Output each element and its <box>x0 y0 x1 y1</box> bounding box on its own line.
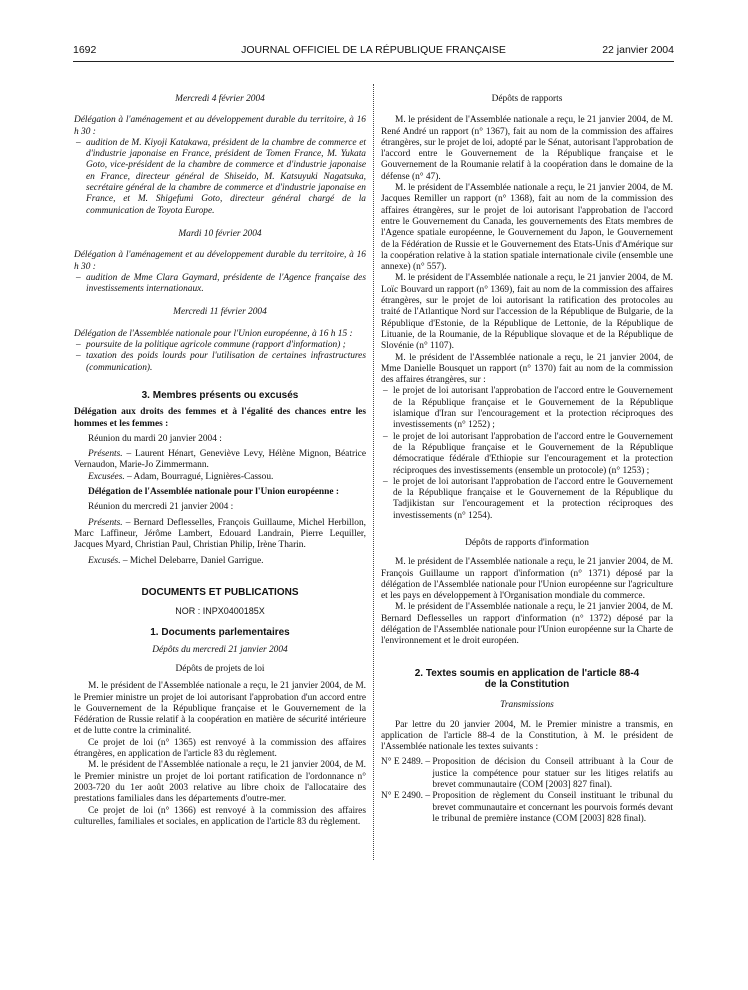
list-item: – le projet de loi autorisant l'approbation de l'accord entre le Gouvernement de la République française et le Gouvernement de la République du Tadjikistan sur l'encouragement et la protection réciproques des investissements (n° 1254). <box>381 477 673 522</box>
section-title: DOCUMENTS ET PUBLICATIONS <box>141 586 299 598</box>
e-description: Proposition de règlement du Conseil instituant le tribunal du brevet communautaire et concernant les pourvois formés devant le tribunal de première instance (COM [2003] 828 final). <box>432 791 673 824</box>
agenda-list <box>74 273 366 296</box>
list-item <box>381 757 673 791</box>
list-item: – poursuite de la politique agricole commune (rapport d'information) ; <box>74 340 366 351</box>
right-column <box>381 94 673 825</box>
subsection-title: Dépôts de rapports d'information <box>465 537 589 548</box>
list-item: – le projet de loi autorisant l'approbation de l'accord entre le Gouvernement de la République française et le Gouvernement de la République démocratique fédérale d'Ethiopie sur l'encouragement et la protection réciproques des investissements (ensemble un protocole) (n° 1253) ; <box>381 432 673 477</box>
delegation-heading: Délégation à l'aménagement et au développement durable du territoire, à 16 h 30 : <box>74 250 366 272</box>
e-text-list <box>381 757 673 825</box>
agenda-date: Mercredi 11 février 2004 <box>173 307 267 318</box>
attendees-present <box>74 518 366 552</box>
left-column <box>74 94 366 828</box>
section-title-line2: de la Constitution <box>484 678 570 690</box>
paragraph: M. le président de l'Assemblée nationale a reçu, le 21 janvier 2004, de Mme Danielle Bousquet un rapport (n° 1370) fait au nom de la commission des affaires étrangères, sur : <box>381 352 673 386</box>
meeting-date: Réunion du mercredi 21 janvier 2004 : <box>88 502 234 513</box>
paragraph: M. le président de l'Assemblée nationale a reçu, le 21 janvier 2004, de M. Loïc Bouvard un rapport (n° 1369), fait au nom de la commission des affaires étrangères, sur le projet de loi autorisant la ratification des protocoles au traité de l'Atlantique Nord sur l'accession de la République de Bulgarie, de la République d'Estonie, de la République de Lettonie, de la République de Lituanie, de la Roumanie, de la République slovaque et de la République de Slovénie (n° 1107). <box>381 273 673 352</box>
report-list <box>381 386 673 522</box>
e-number: N° E 2489. – <box>381 757 433 768</box>
agenda-date: Mercredi 4 février 2004 <box>175 94 265 104</box>
meeting-date: Réunion du mardi 20 janvier 2004 : <box>88 433 222 444</box>
list-item <box>381 791 673 825</box>
list-item: – audition de Mme Clara Gaymard, présidente de l'Agence française des investissements internationaux. <box>74 273 366 296</box>
attendees-excused <box>74 556 366 567</box>
present-label: Présents. <box>88 517 123 528</box>
e-number: N° E 2490. – <box>381 791 433 802</box>
excused-names: – Adam, Bourragué, Lignières-Cassou. <box>124 471 274 482</box>
journal-title: JOURNAL OFFICIEL DE LA RÉPUBLIQUE FRANÇAISE <box>241 44 506 56</box>
list-item: – taxation des poids lourds pour l'utilisation de certaines infrastructures (communication). <box>74 351 366 374</box>
nor-reference: NOR : INPX0400185X <box>175 606 265 617</box>
paragraph: M. le président de l'Assemblée nationale a reçu, le 21 janvier 2004, de M. Bernard Deflesselles un rapport d'information (n° 1372) déposé par la délégation de l'Assemblée nationale pour l'Union européenne sur la Charte de l'environnement et le droit européen. <box>381 602 673 647</box>
page-number: 1692 <box>73 44 97 56</box>
column-divider <box>373 84 374 860</box>
excused-names: – Michel Delebarre, Daniel Garrigue. <box>120 555 264 566</box>
list-item: – audition de M. Kiyoji Katakawa, président de la chambre de commerce et d'industrie japonaise en France, président de Tomen France, M. Yukata Goto, vice-président de la chambre de commerce et d'industrie japonaise en France, directeur général de Shiseido, M. Katsuyuki Nagatsuka, secrétaire général de la chambre de commerce et d'industrie japonaise en France, et M. Shigefumi Goto, directeur général chargé de la communication de Toyota Europe. <box>74 138 366 217</box>
agenda-date: Mardi 10 février 2004 <box>178 228 262 239</box>
paragraph: M. le président de l'Assemblée nationale a reçu, le 21 janvier 2004, de M. le Premier ministre un projet de loi portant ratification de l'ordonnance n° 2003-720 du 1er août 2003 relative au libre choix de l'allocataire des prestations familiales dans les départements d'outre-mer. <box>74 760 366 805</box>
section-title: 3. Membres présents ou excusés <box>141 389 299 401</box>
paragraph: M. le président de l'Assemblée nationale a reçu, le 21 janvier 2004, de M. le Premier ministre un projet de loi autorisant l'approbation d'un accord entre le Gouvernement de la République française et le Gouvernement de la Fédération de Russie relatif à la coopération en matière de sécurité intérieure et de lutte contre la criminalité. <box>74 681 366 737</box>
delegation-title: Délégation aux droits des femmes et à l'égalité des chances entre les hommes et les femmes : <box>74 407 366 429</box>
paragraph: M. le président de l'Assemblée nationale a reçu, le 21 janvier 2004, de M. François Guillaume un rapport d'information (n° 1371) déposé par la délégation de l'Assemblée nationale pour l'Union européenne sur l'agriculture et les pays en développement à l'Organisation mondiale du commerce. <box>381 557 673 602</box>
issue-date: 22 janvier 2004 <box>602 44 674 56</box>
paragraph: M. le président de l'Assemblée nationale a reçu, le 21 janvier 2004, de M. Jacques Remiller un rapport (n° 1368), fait au nom de la commission des affaires étrangères, sur le projet de loi autorisant l'approbation de l'accord entre le Gouvernement du Canada, les gouvernements des Etats membres de l'Agence spatiale européenne, le Gouvernement du Japon, le Gouvernement de la Fédération de Russie et le Gouvernement des Etats-Unis d'Amérique sur la coopération relative à la station spatiale internationale civile (ensemble une annexe) (n° 557). <box>381 183 673 273</box>
delegation-heading: Délégation de l'Assemblée nationale pour l'Union européenne, à 16 h 15 : <box>74 328 353 339</box>
subsection-title: Transmissions <box>500 700 554 711</box>
section-title: 1. Documents parlementaires <box>150 627 290 639</box>
paragraph: Ce projet de loi (n° 1366) est renvoyé à la commission des affaires culturelles, familiales et sociales, en application de l'article 83 du règlement. <box>74 805 366 827</box>
delegation-heading: Délégation à l'aménagement et au développement durable du territoire, à 16 h 30 : <box>74 115 366 137</box>
header-rule <box>73 61 674 62</box>
agenda-list <box>74 340 366 374</box>
list-item: – le projet de loi autorisant l'approbation de l'accord entre le Gouvernement de la République française et le Gouvernement de la République islamique d'Iran sur l'encouragement et la protection réciproques des investissements (n° 1252) ; <box>381 386 673 431</box>
attendees-excused <box>74 472 366 483</box>
present-names: – Bernard Deflesselles, François Guillaume, Michel Herbillon, Marc Laffineur, Jérôme Lambert, Edouard Landrain, Pierre Lequiller, Jacques Myard, Christian Paul, Christian Philip, Irène Tharin. <box>74 517 366 551</box>
paragraph: Ce projet de loi (n° 1365) est renvoyé à la commission des affaires étrangères, en application de l'article 83 du règlement. <box>74 737 366 760</box>
attendees-present <box>74 449 366 472</box>
section-title: 2. Textes soumis en application de l'article 88-4 <box>414 667 640 679</box>
subsection-title: Dépôts de projets de loi <box>175 663 265 674</box>
subsection-title: Dépôts de rapports <box>491 94 563 104</box>
agenda-list <box>74 138 366 217</box>
page-header <box>73 44 674 60</box>
paragraph: M. le président de l'Assemblée nationale a reçu, le 21 janvier 2004, de M. René André un rapport (n° 1367), fait au nom de la commission des affaires étrangères, sur le projet de loi, adopté par le Sénat, autorisant l'approbation de l'accord entre le Gouvernement de la République française et le Gouvernement de la Roumanie relatif à la coopération dans le domaine de la défense (n° 47). <box>381 115 673 182</box>
delegation-title: Délégation de l'Assemblée nationale pour l'Union européenne : <box>88 487 339 498</box>
present-label: Présents. <box>88 449 123 460</box>
excused-label: Excusés. <box>88 555 121 566</box>
excused-label: Excusées. <box>88 471 125 482</box>
e-description: Proposition de décision du Conseil attribuant à la Cour de justice la compétence pour statuer sur les litiges relatifs au brevet communautaire (COM [2003] 827 final). <box>432 757 673 791</box>
present-names: – Laurent Hénart, Geneviève Levy, Hélène Mignon, Béatrice Vernaudon, Marie-Jo Zimmermann. <box>74 449 366 471</box>
paragraph: Par lettre du 20 janvier 2004, M. le Premier ministre a transmis, en application de l'article 88-4 de la Constitution, à M. le président de l'Assemblée nationale les textes suivants : <box>381 719 673 753</box>
deposit-date: Dépôts du mercredi 21 janvier 2004 <box>152 644 288 655</box>
